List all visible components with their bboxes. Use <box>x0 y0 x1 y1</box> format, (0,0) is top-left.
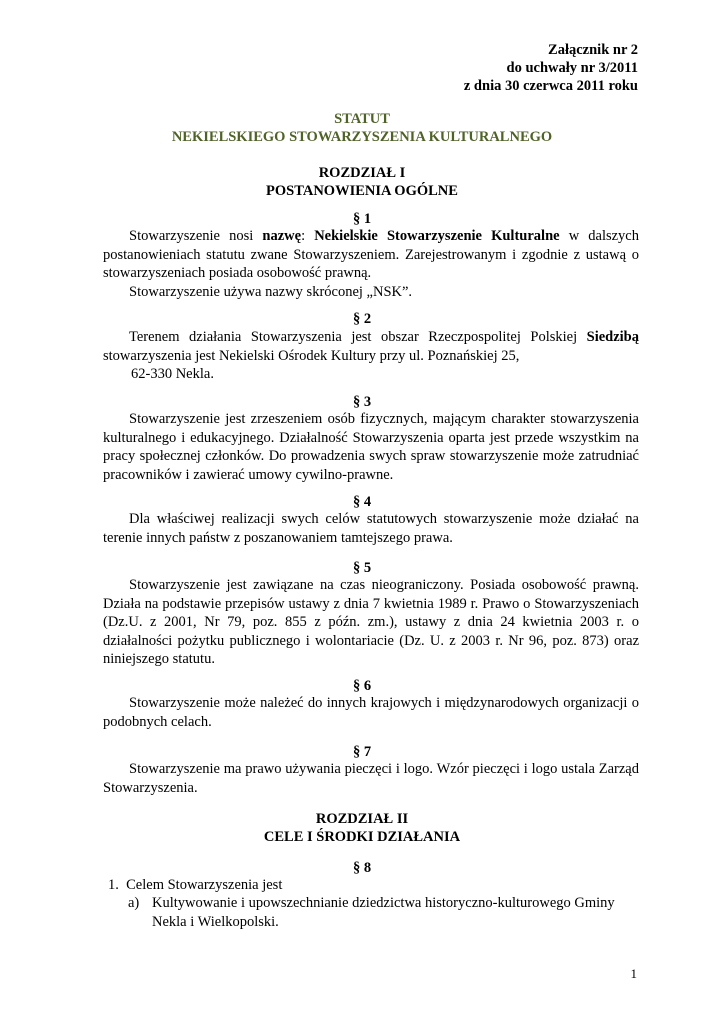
s2-text-b: Siedzibą <box>586 329 639 345</box>
chapter-1-number: ROZDZIAŁ I <box>318 165 406 181</box>
section-6-paragraph-1: Stowarzyszenie może należeć do innych krajowych i międzynarodowych organizacji o podobnych celach. <box>103 695 639 730</box>
section-5-body <box>103 576 654 669</box>
s8-item-1a-label: a) <box>128 895 140 911</box>
section-3-heading: § 3 <box>352 394 372 410</box>
section-2-paragraph-3: 62-330 Nekla. <box>131 366 214 382</box>
chapter-2-title: CELE I ŚRODKI DZIAŁANIA <box>263 829 461 845</box>
section-2-heading: § 2 <box>352 311 372 327</box>
section-2-paragraph-2: stowarzyszenia jest Nekielski Ośrodek Kultury przy ul. Poznańskiej 25, <box>103 347 520 364</box>
section-1-paragraph-1 <box>103 227 639 283</box>
section-1-paragraph-2: Stowarzyszenie używa nazwy skróconej „NSK”. <box>129 283 413 300</box>
attachment-header <box>464 41 638 95</box>
s1-text-b: nazwę <box>262 228 302 244</box>
section-7-paragraph-1: Stowarzyszenie ma prawo używania pieczęci i logo. Wzór pieczęci i logo ustala Zarząd Stowarzyszenia. <box>103 761 639 796</box>
attachment-number: Załącznik nr 2 <box>548 42 638 58</box>
section-8-heading: § 8 <box>352 860 372 876</box>
section-4-paragraph-1: Dla właściwej realizacji swych celów statutowych stowarzyszenie może działać na terenie innych państw z poszanowaniem tamtejszego prawa. <box>103 511 639 546</box>
page-number: 1 <box>630 966 637 981</box>
s1-text-e: w dalszych postanowieniach statutu zwane Stowarzyszeniem. Zarejestrowanym i zgodnie z ustawą o stowarzyszeniach posiada osobowość prawną. <box>103 228 639 281</box>
s8-item-1-number: 1. <box>108 877 119 893</box>
s2-text-a: Terenem działania Stowarzyszenia jest obszar Rzeczpospolitej Polskiej <box>129 329 587 345</box>
section-8-item-1 <box>108 876 282 895</box>
section-5-paragraph-1: Stowarzyszenie jest zawiązane na czas nieograniczony. Posiada osobowość prawną. Działa na podstawie przepisów ustawy z dnia 7 kwietnia 1989 r. Prawo o Stowarzyszeniach (Dz.U. z 2001, Nr 79, poz. 855 z późn. zm.), ustawy z dnia 24 kwietnia 2003 r. o działalności pożytku publicznego i wolontariacie (Dz. U. z 2003 r. Nr 96, poz. 873) oraz niniejszego statutu. <box>103 577 654 667</box>
section-4-heading: § 4 <box>352 494 372 510</box>
title-line-2: NEKIELSKIEGO STOWARZYSZENIA KULTURALNEGO <box>171 129 553 145</box>
s1-text-c: : <box>301 228 315 244</box>
chapter-2-heading <box>0 810 724 846</box>
s8-item-1a-line-2: Nekla i Wielkopolski. <box>152 913 279 930</box>
section-1-body <box>103 227 639 301</box>
section-5-heading: § 5 <box>352 560 372 576</box>
section-2-paragraph-1 <box>103 328 639 347</box>
document-title <box>0 110 724 146</box>
s8-item-1a-line-1: Kultywowanie i upowszechnianie dziedzictwa historyczno-kulturowego Gminy <box>152 895 615 911</box>
s1-association-name: Nekielskie Stowarzyszenie Kulturalne <box>314 228 560 244</box>
s1-text-a: Stowarzyszenie nosi <box>129 228 263 244</box>
section-1-heading: § 1 <box>352 211 372 227</box>
section-7-heading: § 7 <box>352 744 372 760</box>
chapter-1-title: POSTANOWIENIA OGÓLNE <box>266 183 458 199</box>
section-3-paragraph-1: Stowarzyszenie jest zrzeszeniem osób fizycznych, mającym charakter stowarzyszenia kulturalnego i edukacyjnego. Działalność Stowarzyszenia oparta jest przede wszystkim na pracy społecznej członków. Do prowadzenia swych spraw stowarzyszenie może zatrudniać pracowników i zawierać umowy cywilno-prawne. <box>103 411 639 483</box>
s8-item-1-text: Celem Stowarzyszenia jest <box>126 877 283 893</box>
resolution-date: z dnia 30 czerwca 2011 roku <box>463 78 638 94</box>
section-2-body <box>103 328 639 384</box>
chapter-1-heading <box>0 164 724 200</box>
section-8-item-1a <box>128 894 639 931</box>
section-3-body <box>103 410 639 484</box>
title-line-1: STATUT <box>334 111 390 127</box>
section-6-heading: § 6 <box>352 678 372 694</box>
resolution-number: do uchwały nr 3/2011 <box>506 60 638 76</box>
section-6-body <box>103 694 639 731</box>
section-7-body <box>103 760 639 797</box>
section-4-body <box>103 510 639 547</box>
chapter-2-number: ROZDZIAŁ II <box>315 811 409 827</box>
